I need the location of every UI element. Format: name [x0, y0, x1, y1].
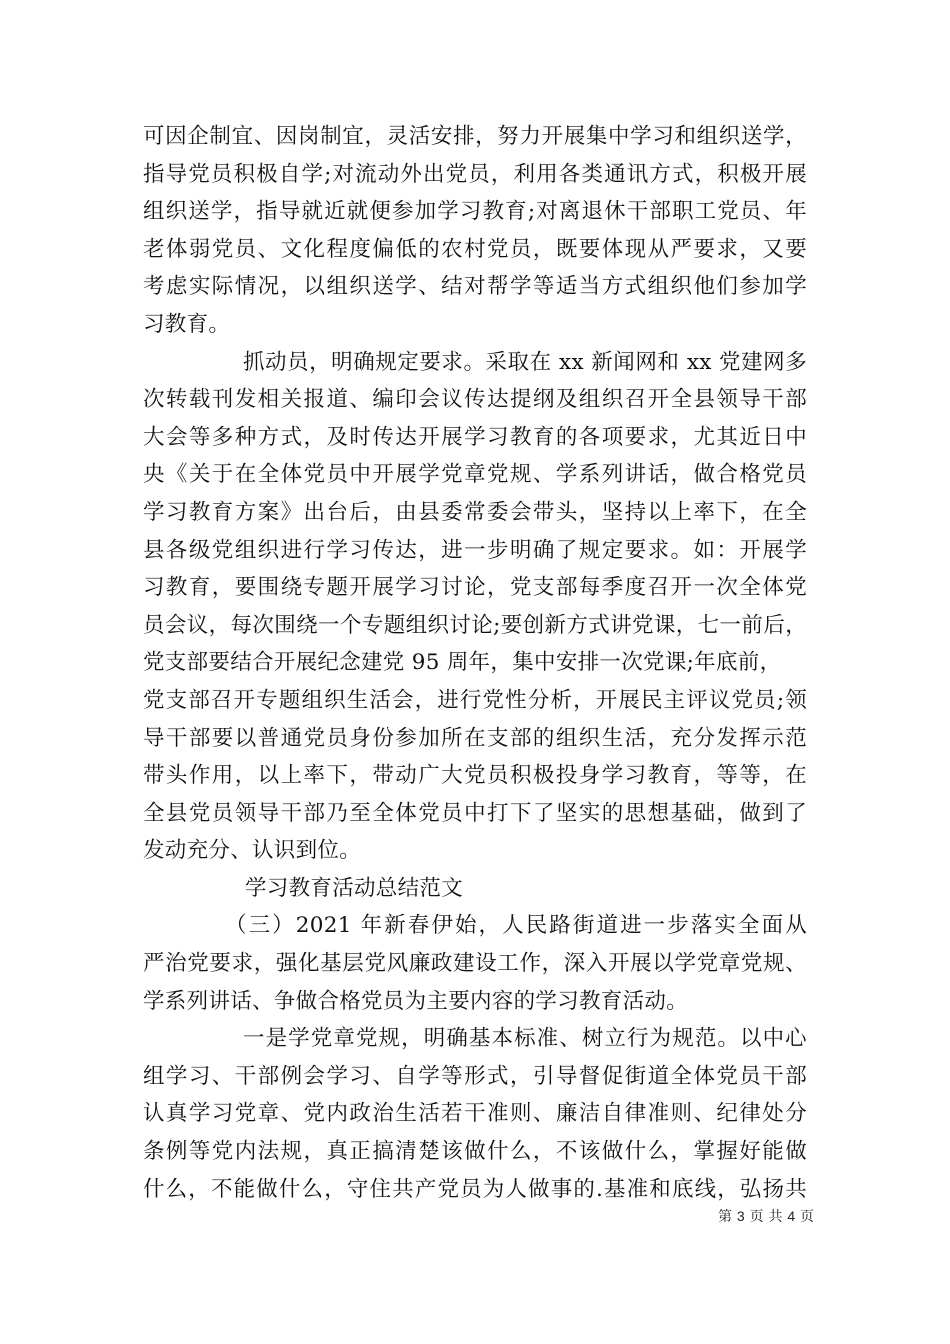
text-line: 习教育。	[143, 311, 231, 337]
text-line: 全县党员领导干部乃至全体党员中打下了坚实的思想基础，做到了	[143, 800, 807, 826]
section-title-text: 学习教育活动总结范文	[245, 875, 464, 901]
text-line: 员会议，每次围绕一个专题组织讨论;要创新方式讲党课，七一前后，	[143, 612, 807, 638]
page-footer	[718, 1206, 815, 1226]
text-line: 党支部要结合开展纪念建党 95 周年，集中安排一次党课;年底前，	[143, 650, 782, 676]
text-line: 一是学党章党规，明确基本标准、树立行为规范。以中心	[243, 1026, 807, 1052]
text-line: 条例等党内法规，真正搞清楚该做什么，不该做什么，掌握好能做	[143, 1139, 807, 1165]
text-line: 央《关于在全体党员中开展学党章党规、学系列讲话，做合格党员	[143, 462, 807, 488]
text-line: 组织送学，指导就近就便参加学习教育;对离退休干部职工党员、年	[143, 199, 807, 225]
text-line: 组学习、干部例会学习、自学等形式，引导督促街道全体党员干部	[143, 1063, 807, 1089]
document-body	[143, 118, 807, 1208]
text-line: 导干部要以普通党员身份参加所在支部的组织生活，充分发挥示范	[143, 725, 807, 751]
text-line: 可因企制宜、因岗制宜，灵活安排，努力开展集中学习和组织送学，	[143, 124, 807, 149]
paragraph-1	[143, 118, 807, 344]
paragraph-4	[143, 1020, 807, 1208]
text-line: 老体弱党员、文化程度偏低的农村党员，既要体现从严要求，又要	[143, 236, 807, 262]
text-line: （三）2021 年新春伊始，人民路街道进一步落实全面从	[225, 913, 807, 939]
text-line: 什么，不能做什么，守住共产党员为人做事的.基准和底线，弘扬共	[143, 1176, 807, 1202]
text-line: 学习教育方案》出台后，由县委常委会带头，坚持以上率下，在全	[143, 499, 807, 525]
text-line: 次转载刊发相关报道、编印会议传达提纲及组织召开全县领导干部	[143, 387, 807, 413]
section-title	[143, 870, 807, 908]
text-line: 认真学习党章、党内政治生活若干准则、廉洁自律准则、纪律处分	[143, 1101, 807, 1127]
text-line: 学系列讲话、争做合格党员为主要内容的学习教育活动。	[143, 988, 689, 1014]
text-line: 严治党要求，强化基层党风廉政建设工作，深入开展以学党章党规、	[143, 951, 807, 977]
text-line: 习教育，要围绕专题开展学习讨论，党支部每季度召开一次全体党	[143, 575, 807, 601]
text-line: 指导党员积极自学;对流动外出党员，利用各类通讯方式，积极开展	[143, 161, 807, 187]
page-number-label: 第 3 页 共 4 页	[718, 1208, 815, 1224]
paragraph-3	[143, 907, 807, 1020]
text-line: 带头作用，以上率下，带动广大党员积极投身学习教育，等等，在	[143, 763, 807, 789]
paragraph-2	[143, 344, 807, 870]
text-line: 大会等多种方式，及时传达开展学习教育的各项要求，尤其近日中	[143, 424, 807, 450]
text-line: 考虑实际情况，以组织送学、结对帮学等适当方式组织他们参加学	[143, 274, 807, 300]
text-line: 抓动员，明确规定要求。采取在 xx 新闻网和 xx 党建网多	[243, 349, 807, 375]
text-line: 发动充分、认识到位。	[143, 838, 362, 864]
text-line: 县各级党组织进行学习传达，进一步明确了规定要求。如：开展学	[143, 537, 807, 563]
text-line: 党支部召开专题组织生活会，进行党性分析，开展民主评议党员;领	[143, 687, 807, 713]
